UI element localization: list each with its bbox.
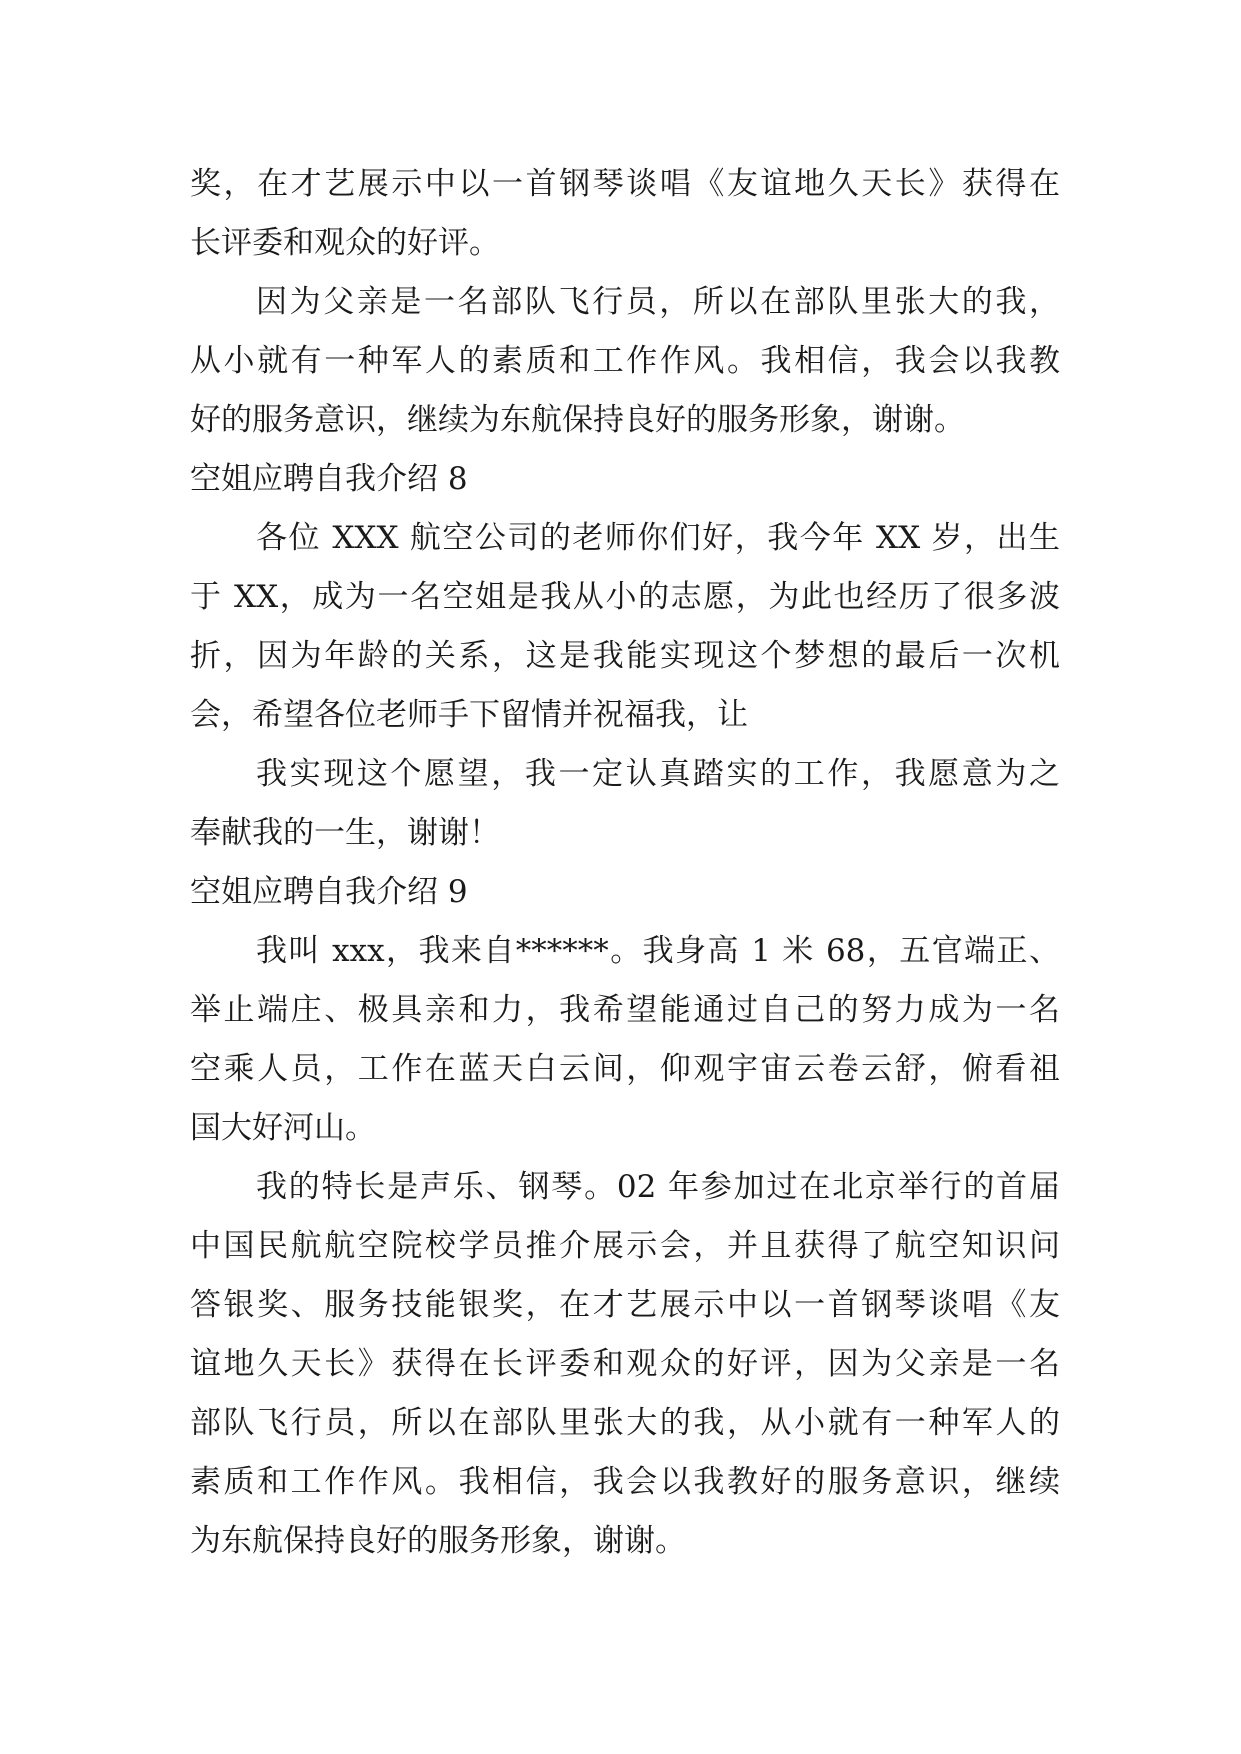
paragraph-first-line: 因为父亲是一名部队飞行员，所以在部队里张大的我， xyxy=(256,284,1060,320)
paragraph-first-line: 各位 XXX 航空公司的老师你们好，我今年 XX 岁，出生 xyxy=(256,520,1060,556)
text-line: 空乘人员，工作在蓝天白云间，仰观宇宙云卷云舒，俯看祖 xyxy=(190,1051,1060,1087)
paragraph-first-line: 我实现这个愿望，我一定认真踏实的工作，我愿意为之 xyxy=(256,756,1060,792)
text-line: 中国民航航空院校学员推介展示会，并且获得了航空知识问 xyxy=(190,1228,1060,1264)
section-heading-8: 空姐应聘自我介绍 8 xyxy=(190,461,468,497)
text-line: 部队飞行员，所以在部队里张大的我，从小就有一种军人的 xyxy=(190,1405,1060,1441)
paragraph-first-line: 我叫 xxx，我来自******。我身高 1 米 68，五官端正、 xyxy=(256,933,1060,969)
section-heading-9: 空姐应聘自我介绍 9 xyxy=(190,874,468,910)
text-line: 举止端庄、极具亲和力，我希望能通过自己的努力成为一名 xyxy=(190,992,1060,1028)
text-line: 国大好河山。 xyxy=(190,1110,376,1146)
text-line: 谊地久天长》获得在长评委和观众的好评，因为父亲是一名 xyxy=(190,1346,1060,1382)
paragraph-first-line: 我的特长是声乐、钢琴。02 年参加过在北京举行的首届 xyxy=(256,1169,1060,1205)
text-line: 从小就有一种军人的素质和工作作风。我相信，我会以我教 xyxy=(190,343,1060,379)
text-line: 为东航保持良好的服务形象，谢谢。 xyxy=(190,1523,686,1559)
document-body xyxy=(190,155,1060,1571)
text-line: 折，因为年龄的关系，这是我能实现这个梦想的最后一次机 xyxy=(190,638,1060,674)
text-line: 好的服务意识，继续为东航保持良好的服务形象，谢谢。 xyxy=(190,402,965,438)
text-line: 于 XX，成为一名空姐是我从小的志愿，为此也经历了很多波 xyxy=(190,579,1060,615)
text-line: 答银奖、服务技能银奖，在才艺展示中以一首钢琴谈唱《友 xyxy=(190,1287,1060,1323)
text-line: 奖，在才艺展示中以一首钢琴谈唱《友谊地久天长》获得在 xyxy=(190,166,1060,202)
text-line: 长评委和观众的好评。 xyxy=(190,225,500,261)
text-line: 会，希望各位老师手下留情并祝福我，让 xyxy=(190,697,748,733)
text-line: 素质和工作作风。我相信，我会以我教好的服务意识，继续 xyxy=(190,1464,1060,1500)
text-line: 奉献我的一生，谢谢！ xyxy=(190,815,500,851)
